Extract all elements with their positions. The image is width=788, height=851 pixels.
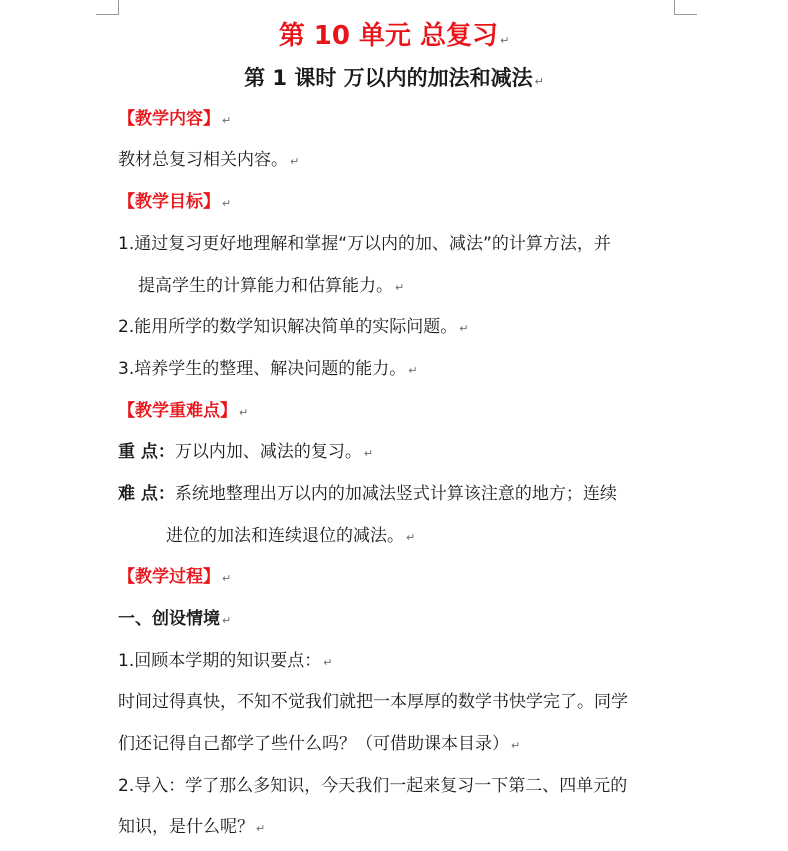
paragraph-mark-icon: ↵ bbox=[256, 822, 266, 835]
keypoints-heading: 【教学重难点】 ↵ bbox=[118, 401, 249, 421]
title-text: 第 10 单元 总复习 bbox=[278, 21, 499, 51]
key-point-label: 重 点： bbox=[118, 442, 175, 462]
difficult-point-text: 系统地整理出万以内的加减法竖式计算该注意的地方；连续 bbox=[174, 484, 617, 504]
paragraph-mark-icon: ↵ bbox=[290, 155, 300, 168]
goal-1-line-2: 提高学生的计算能力和估算能力。 ↵ bbox=[138, 276, 405, 296]
step-2-line-2: 知识，是什么呢？ ↵ bbox=[118, 817, 266, 837]
paragraph-mark-icon: ↵ bbox=[222, 572, 232, 585]
paragraph-mark-icon: ↵ bbox=[222, 114, 232, 127]
difficult-point-line-1 bbox=[118, 482, 617, 506]
paragraph-mark-icon: ↵ bbox=[534, 75, 544, 88]
difficult-point-label: 难 点： bbox=[118, 484, 175, 504]
step-1-paragraph-line-1: 时间过得真快，不知不觉我们就把一本厚厚的数学书快学完了。同学 bbox=[118, 692, 628, 712]
key-point bbox=[118, 440, 373, 466]
subtitle-text: 第 1 课时 万以内的加法和减法 bbox=[244, 66, 533, 90]
goal-2: 2.能用所学的数学知识解决简单的实际问题。 ↵ bbox=[118, 317, 469, 337]
paragraph-mark-icon: ↵ bbox=[363, 447, 374, 460]
step-2-line-1: 2.导入：学了那么多知识，今天我们一起来复习一下第二、四单元的 bbox=[118, 776, 628, 796]
goal-1-line-1: 1.通过复习更好地理解和掌握“万以内的加、减法”的计算方法，并 bbox=[118, 234, 611, 254]
paragraph-mark-icon: ↵ bbox=[511, 739, 521, 752]
process-heading: 【教学过程】 ↵ bbox=[118, 567, 232, 587]
step-1-paragraph-line-2: 们还记得自己都学了些什么吗？（可借助课本目录） ↵ bbox=[118, 734, 521, 754]
paragraph-mark-icon: ↵ bbox=[395, 281, 405, 294]
paragraph-mark-icon: ↵ bbox=[239, 406, 249, 419]
part-1-heading: 一、创设情境 ↵ bbox=[118, 609, 232, 629]
document-subtitle bbox=[0, 64, 788, 96]
goal-3: 3.培养学生的整理、解决问题的能力。 ↵ bbox=[118, 359, 418, 379]
crop-mark-top-left bbox=[96, 0, 119, 15]
step-1: 1.回顾本学期的知识要点： ↵ bbox=[118, 651, 333, 671]
paragraph-mark-icon: ↵ bbox=[323, 656, 333, 669]
paragraph-mark-icon: ↵ bbox=[459, 322, 469, 335]
paragraph-mark-icon: ↵ bbox=[500, 34, 510, 47]
goals-heading: 【教学目标】 ↵ bbox=[118, 192, 232, 212]
content-heading: 【教学内容】 ↵ bbox=[118, 109, 232, 129]
paragraph-mark-icon: ↵ bbox=[222, 197, 232, 210]
difficult-point-line-2: 进位的加法和连续退位的减法。 ↵ bbox=[166, 526, 416, 546]
paragraph-mark-icon: ↵ bbox=[222, 614, 232, 627]
document-title bbox=[0, 20, 788, 57]
paragraph-mark-icon: ↵ bbox=[406, 531, 416, 544]
crop-mark-top-right bbox=[674, 0, 697, 15]
key-point-text: 万以内加、减法的复习。 bbox=[174, 442, 362, 462]
paragraph-mark-icon: ↵ bbox=[408, 364, 418, 377]
content-text: 教材总复习相关内容。 ↵ bbox=[118, 150, 300, 170]
